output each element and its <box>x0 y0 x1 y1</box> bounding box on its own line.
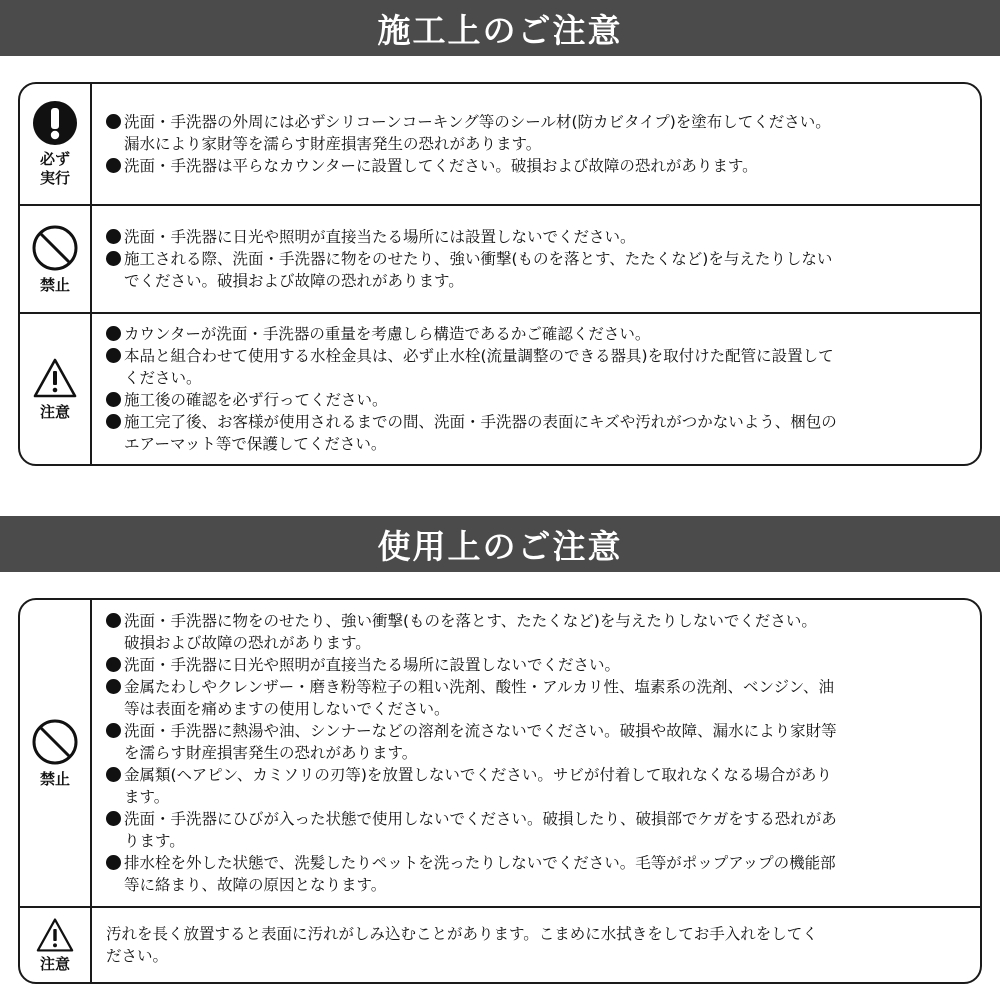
list-item: 洗面・手洗器に物をのせたり、強い衝撃(ものを落とす、たたくなど)を与えたりしないでください。 破損および故障の恐れがあります。 <box>106 610 968 654</box>
mandatory-text <box>92 84 980 204</box>
caution-paragraph: 汚れを長く放置すると表面に汚れがしみ込むことがあります。こまめに水拭きをしてお手入れをしてく ださい。 <box>106 925 818 965</box>
caution-text <box>92 314 980 464</box>
list-item: 施工される際、洗面・手洗器に物をのせたり、強い衝撃(ものを落とす、たたくなど)を与えたりしない でください。破損および故障の恐れがあります。 <box>106 248 968 292</box>
notice-row-caution <box>20 312 980 464</box>
usage-prohibited-icon-cell <box>20 600 92 906</box>
prohibited-icon <box>31 718 79 766</box>
list-item: 排水栓を外した状態で、洗髪したりペットを洗ったりしないでください。毛等がポップアップの機能部 等に絡まり、故障の原因となります。 <box>106 852 968 896</box>
usage-row-caution <box>20 906 980 982</box>
caution-label: 注意 <box>39 402 70 421</box>
usage-prohibited-label: 禁止 <box>39 769 70 788</box>
section-title-installation: 施工上のご注意 <box>0 0 1000 56</box>
list-item: 施工後の確認を必ず行ってください。 <box>106 389 968 411</box>
list-item: 金属類(ヘアピン、カミソリの刃等)を放置しないでください。サビが付着して取れなくなる場合があり ます。 <box>106 764 968 808</box>
prohibited-icon-cell <box>20 206 92 312</box>
prohibited-label: 禁止 <box>39 275 70 294</box>
notice-row-mandatory <box>20 84 980 204</box>
section-title-usage: 使用上のご注意 <box>0 516 1000 572</box>
mandatory-icon-cell <box>20 84 92 204</box>
usage-caution-label: 注意 <box>39 954 70 973</box>
list-item: 洗面・手洗器に日光や照明が直接当たる場所には設置しないでください。 <box>106 226 968 248</box>
list-item: カウンターが洗面・手洗器の重量を考慮しら構造であるかご確認ください。 <box>106 323 968 345</box>
prohibited-icon <box>31 224 79 272</box>
caution-icon-cell <box>20 314 92 464</box>
usage-caution-icon-cell <box>20 908 92 982</box>
usage-notice-box <box>18 598 982 984</box>
notice-row-prohibited <box>20 204 980 312</box>
mandatory-label-text: 必ず 実行 <box>39 150 70 187</box>
list-item: 金属たわしやクレンザー・磨き粉等粒子の粗い洗剤、酸性・アルカリ性、塩素系の洗剤、ベンジン、油 等は表面を痛めますの使用しないでください。 <box>106 676 968 720</box>
exclamation-circle-icon <box>32 100 78 146</box>
installation-notice-box <box>18 82 982 466</box>
list-item: 洗面・手洗器に熱湯や油、シンナーなどの溶剤を流さないでください。破損や故障、漏水により家財等 を濡らす財産損害発生の恐れがあります。 <box>106 720 968 764</box>
usage-row-prohibited <box>20 600 980 906</box>
usage-prohibited-text <box>92 600 980 906</box>
prohibited-text <box>92 206 980 312</box>
list-item: 洗面・手洗器にひびが入った状態で使用しないでください。破損したり、破損部でケガをする恐れがあ ります。 <box>106 808 968 852</box>
list-item: 洗面・手洗器の外周には必ずシリコーンコーキング等のシール材(防カビタイプ)を塗布してください。 漏水により家財等を濡らす財産損害発生の恐れがあります。 <box>106 111 968 155</box>
list-item: 洗面・手洗器は平らなカウンターに設置してください。破損および故障の恐れがあります。 <box>106 155 968 177</box>
caution-triangle-icon <box>32 357 78 399</box>
mandatory-label <box>40 150 70 188</box>
caution-triangle-icon <box>35 917 75 953</box>
list-item: 本品と組合わせて使用する水栓金具は、必ず止水栓(流量調整のできる器具)を取付けた配管に設置して ください。 <box>106 345 968 389</box>
list-item: 施工完了後、お客様が使用されるまでの間、洗面・手洗器の表面にキズや汚れがつかないよう、梱包の エアーマット等で保護してください。 <box>106 411 968 455</box>
list-item: 洗面・手洗器に日光や照明が直接当たる場所に設置しないでください。 <box>106 654 968 676</box>
usage-caution-text <box>92 908 980 982</box>
